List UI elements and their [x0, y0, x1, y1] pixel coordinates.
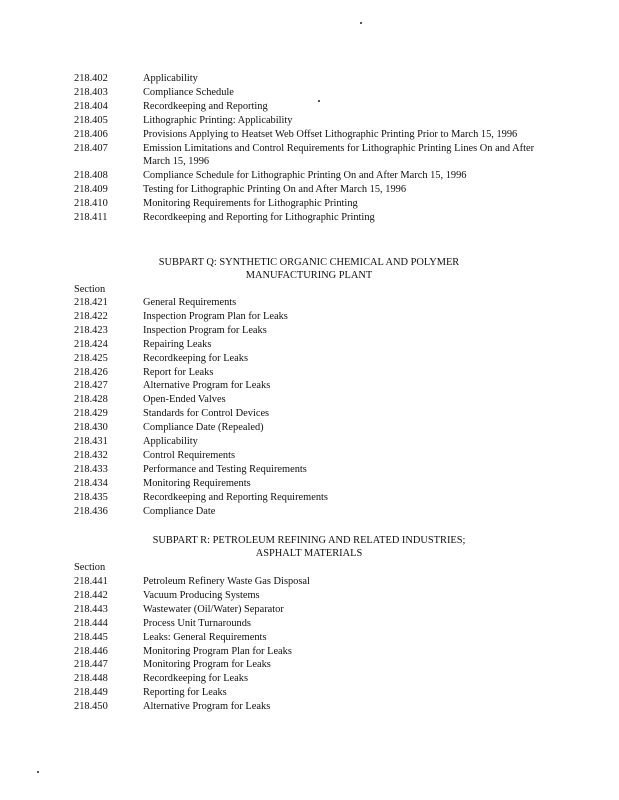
section-number: 218.403 — [74, 86, 108, 98]
section-row — [74, 310, 554, 324]
section-title: Inspection Program Plan for Leaks — [143, 310, 288, 322]
subpart-q-section-label: Section — [74, 284, 106, 295]
section-number: 218.445 — [74, 631, 108, 643]
subpart-r-heading — [74, 535, 544, 560]
section-number: 218.430 — [74, 422, 108, 434]
section-number: 218.421 — [74, 297, 108, 308]
section-row — [74, 491, 554, 505]
section-title: Leaks: General Requirements — [143, 631, 267, 643]
section-row — [74, 463, 554, 477]
section-title: Repairing Leaks — [143, 338, 212, 350]
section-row — [74, 211, 554, 225]
section-title: Wastewater (Oil/Water) Separator — [143, 603, 284, 615]
section-row — [74, 631, 554, 645]
section-row — [74, 169, 554, 183]
subpart-r-heading-line2: ASPHALT MATERIALS — [255, 547, 363, 559]
section-row — [74, 324, 554, 338]
section-title: Monitoring Program Plan for Leaks — [143, 645, 292, 657]
section-number: 218.408 — [74, 170, 108, 182]
section-row — [74, 142, 554, 170]
section-title: Lithographic Printing: Applicability — [143, 114, 293, 126]
section-number: 218.422 — [74, 310, 108, 322]
section-title: Monitoring Requirements — [143, 477, 251, 489]
section-row — [74, 700, 554, 714]
section-row — [74, 352, 554, 366]
section-title: Applicability — [143, 73, 198, 84]
section-row — [74, 505, 554, 519]
section-row — [74, 658, 554, 672]
section-number: 218.404 — [74, 100, 108, 112]
section-list-lithographic — [74, 72, 554, 225]
section-number: 218.426 — [74, 366, 108, 378]
section-title: Reporting for Leaks — [143, 687, 227, 699]
subpart-r-heading-line1: SUBPART R: PETROLEUM REFINING AND RELATED INDUSTRIES; — [152, 535, 466, 546]
section-title: Performance and Testing Requirements — [143, 463, 307, 475]
section-row — [74, 128, 554, 142]
section-number: 218.427 — [74, 380, 108, 392]
section-number: 218.409 — [74, 184, 108, 196]
section-number: 218.433 — [74, 463, 108, 475]
section-title: Process Unit Turnarounds — [143, 617, 251, 629]
section-number: 218.441 — [74, 576, 108, 587]
section-row — [74, 686, 554, 700]
section-number: 218.423 — [74, 324, 108, 336]
section-list-subpart-q — [74, 296, 554, 519]
section-title: Provisions Applying to Heatset Web Offset Lithographic Printing Prior to March 15, 1996 — [143, 128, 518, 140]
section-number: 218.431 — [74, 436, 108, 448]
section-number: 218.411 — [74, 212, 108, 224]
section-title: Compliance Schedule for Lithographic Printing On and After March 15, 1996 — [143, 170, 467, 182]
section-row — [74, 672, 554, 686]
section-title: Inspection Program for Leaks — [143, 324, 267, 336]
section-number: 218.406 — [74, 128, 108, 140]
section-title: Monitoring Requirements for Lithographic Printing — [143, 198, 358, 210]
section-title: General Requirements — [143, 297, 237, 308]
section-number: 218.435 — [74, 491, 108, 503]
section-row — [74, 86, 554, 100]
section-number: 218.407 — [74, 142, 108, 154]
section-number: 218.428 — [74, 394, 108, 406]
section-title: Open-Ended Valves — [143, 394, 226, 406]
section-row — [74, 183, 554, 197]
section-row — [74, 197, 554, 211]
section-row — [74, 393, 554, 407]
subpart-r-section-label: Section — [74, 562, 106, 573]
subpart-q-heading — [74, 257, 544, 282]
section-row — [74, 449, 554, 463]
section-title: Applicability — [143, 436, 198, 448]
section-number: 218.424 — [74, 338, 108, 350]
section-row — [74, 379, 554, 393]
section-title: Report for Leaks — [143, 366, 214, 378]
section-title: Recordkeeping for Leaks — [143, 673, 249, 685]
section-row — [74, 435, 554, 449]
subpart-q-heading-line2: MANUFACTURING PLANT — [245, 269, 373, 281]
section-list-subpart-r — [74, 575, 554, 714]
section-number: 218.450 — [74, 701, 108, 713]
section-title: Recordkeeping and Reporting Requirements — [143, 491, 328, 503]
section-row — [74, 72, 554, 86]
section-title: Emission Limitations and Control Requirements for Lithographic Printing Lines On and After March 15, 1996 — [143, 142, 535, 168]
section-row — [74, 366, 554, 380]
section-number: 218.446 — [74, 645, 108, 657]
section-title: Standards for Control Devices — [143, 408, 270, 420]
section-title: Recordkeeping and Reporting — [143, 100, 268, 112]
section-number: 218.443 — [74, 603, 108, 615]
section-number: 218.425 — [74, 352, 108, 364]
section-number: 218.449 — [74, 687, 108, 699]
section-number: 218.436 — [74, 505, 108, 517]
section-row — [74, 575, 554, 589]
section-number: 218.444 — [74, 617, 108, 629]
section-row — [74, 114, 554, 128]
section-title: Compliance Date — [143, 505, 216, 517]
section-row — [74, 603, 554, 617]
subpart-q-heading-line1: SUBPART Q: SYNTHETIC ORGANIC CHEMICAL AND POLYMER — [158, 257, 460, 268]
section-title: Vacuum Producing Systems — [143, 589, 260, 601]
section-row — [74, 100, 554, 114]
section-number: 218.447 — [74, 659, 108, 671]
scan-speck — [37, 771, 39, 773]
section-row — [74, 589, 554, 603]
section-number: 218.432 — [74, 449, 108, 461]
section-number: 218.434 — [74, 477, 108, 489]
section-number: 218.448 — [74, 673, 108, 685]
section-title: Recordkeeping and Reporting for Lithographic Printing — [143, 212, 375, 224]
section-title: Monitoring Program for Leaks — [143, 659, 271, 671]
section-title: Testing for Lithographic Printing On and After March 15, 1996 — [143, 184, 407, 196]
section-title: Control Requirements — [143, 449, 236, 461]
section-title: Compliance Date (Repealed) — [143, 422, 264, 434]
section-title: Alternative Program for Leaks — [143, 380, 271, 392]
section-number: 218.405 — [74, 114, 108, 126]
section-row — [74, 421, 554, 435]
section-number: 218.410 — [74, 198, 108, 210]
section-row — [74, 477, 554, 491]
section-row — [74, 645, 554, 659]
section-title: Petroleum Refinery Waste Gas Disposal — [143, 576, 310, 587]
section-title: Alternative Program for Leaks — [143, 701, 271, 713]
section-number: 218.402 — [74, 73, 108, 84]
section-row — [74, 617, 554, 631]
section-row — [74, 296, 554, 310]
section-row — [74, 338, 554, 352]
section-number: 218.429 — [74, 408, 108, 420]
section-number: 218.442 — [74, 589, 108, 601]
section-title: Recordkeeping for Leaks — [143, 352, 249, 364]
scan-speck — [360, 22, 362, 24]
section-title: Compliance Schedule — [143, 86, 234, 98]
section-row — [74, 407, 554, 421]
